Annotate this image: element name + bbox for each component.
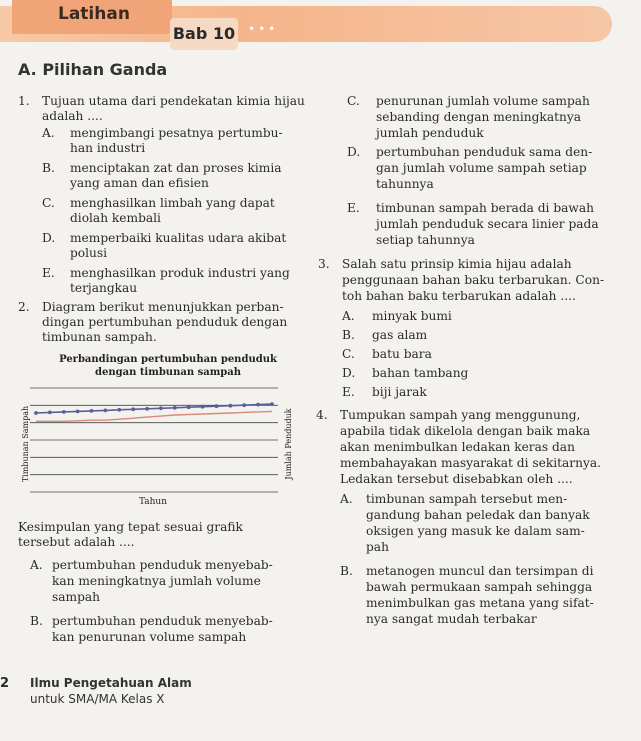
- q3-a-letter: A.: [342, 309, 355, 323]
- q4-b-text4: nya sangat mudah terbakar: [366, 612, 537, 626]
- q2-conclusion-line2: tersebut adalah ....: [18, 535, 135, 549]
- q3-number: 3.: [318, 257, 330, 271]
- population-waste-chart: [20, 352, 310, 508]
- chart-point-penduduk: [187, 405, 191, 409]
- q2-b-text1: pertumbuhan penduduk menyebab-: [52, 614, 273, 628]
- q3-stem-line2: penggunaan bahan baku terbarukan. Con-: [342, 273, 605, 287]
- q1-d-text1: memperbaiki kualitas udara akibat: [70, 231, 287, 245]
- q4-b-text2: bawah permukaan sampah sehingga: [366, 580, 593, 594]
- q3-d-text: bahan tambang: [372, 366, 469, 380]
- chart-point-penduduk: [104, 409, 108, 413]
- q2-a-letter: A.: [30, 558, 43, 572]
- q1-c-letter: C.: [42, 196, 55, 210]
- chapter-label: Bab 10: [170, 18, 238, 50]
- q4-b-text3: menimbulkan gas metana yang sifat-: [366, 596, 594, 610]
- q1-a-text2: han industri: [70, 141, 146, 155]
- chart-point-penduduk: [256, 403, 260, 407]
- q1-stem-line1: Tujuan utama dari pendekatan kimia hijau: [42, 94, 305, 108]
- q2-stem-line2: dingan pertumbuhan penduduk dengan: [42, 315, 288, 329]
- q3-b-text: gas alam: [372, 328, 428, 342]
- q3-c-letter: C.: [342, 347, 355, 361]
- q4-a-text1: timbunan sampah tersebut men-: [366, 492, 568, 506]
- chart-point-penduduk: [90, 409, 94, 413]
- chart-series-line-sampah: [36, 411, 272, 421]
- q4-stem-line5: Ledakan tersebut disebabkan oleh ....: [340, 472, 573, 486]
- q2-c-text3: jumlah penduduk: [376, 126, 484, 140]
- q1-a-letter: A.: [42, 126, 55, 140]
- book-grade: untuk SMA/MA Kelas X: [30, 692, 165, 706]
- chart-point-penduduk: [145, 407, 149, 411]
- page-number: 2: [0, 676, 10, 691]
- q2-e-text1: timbunan sampah berada di bawah: [376, 201, 594, 215]
- chart-point-penduduk: [215, 404, 219, 408]
- q2-c-text2: sebanding dengan meningkatnya: [376, 110, 581, 124]
- q3-e-letter: E.: [342, 385, 355, 399]
- q2-stem-line3: timbunan sampah.: [42, 330, 157, 344]
- q3-e-text: biji jarak: [372, 385, 427, 399]
- q1-b-text1: menciptakan zat dan proses kimia: [70, 161, 282, 175]
- q2-b-letter: B.: [30, 614, 43, 628]
- q3-b-letter: B.: [342, 328, 355, 342]
- q1-b-letter: B.: [42, 161, 55, 175]
- q2-e-letter: E.: [347, 201, 360, 215]
- chart-point-penduduk: [62, 410, 66, 414]
- q1-stem-line2: adalah ....: [42, 109, 103, 123]
- decorative-dots: •••: [248, 22, 279, 36]
- q2-c-text1: penurunan jumlah volume sampah: [376, 94, 590, 108]
- q2-d-text2: gan jumlah volume sampah setiap: [376, 161, 587, 175]
- section-title: A. Pilihan Ganda: [18, 60, 168, 79]
- q2-b-text2: kan penurunan volume sampah: [52, 630, 247, 644]
- chart-point-penduduk: [173, 406, 177, 410]
- q2-conclusion-line1: Kesimpulan yang tepat sesuai grafik: [18, 520, 243, 534]
- q1-a-text1: mengimbangi pesatnya pertumbu-: [70, 126, 283, 140]
- chart-point-penduduk: [34, 411, 38, 415]
- chart-point-penduduk: [117, 408, 121, 412]
- q2-d-text3: tahunnya: [376, 177, 434, 191]
- q1-e-text1: menghasilkan produk industri yang: [70, 266, 290, 280]
- chart-point-penduduk: [229, 404, 233, 408]
- q4-stem-line2: apabila tidak dikelola dengan baik maka: [340, 424, 591, 438]
- q1-c-text1: menghasilkan limbah yang dapat: [70, 196, 275, 210]
- q4-stem-line1: Tumpukan sampah yang menggunung,: [340, 408, 581, 422]
- q1-number: 1.: [18, 94, 30, 108]
- q4-a-text2: gandung bahan peledak dan banyak: [366, 508, 590, 522]
- q2-c-letter: C.: [347, 94, 360, 108]
- chart-point-penduduk: [76, 410, 80, 414]
- q4-number: 4.: [316, 408, 328, 422]
- q3-c-text: batu bara: [372, 347, 432, 361]
- q1-e-letter: E.: [42, 266, 55, 280]
- chart-point-penduduk: [201, 405, 205, 409]
- q2-stem-line1: Diagram berikut menunjukkan perban-: [42, 300, 284, 314]
- tab-latihan: Latihan: [12, 0, 172, 34]
- q4-a-text4: pah: [366, 540, 389, 554]
- q2-a-text1: pertumbuhan penduduk menyebab-: [52, 558, 273, 572]
- q4-stem-line3: akan menimbulkan ledakan keras dan: [340, 440, 575, 454]
- q3-stem-line1: Salah satu prinsip kimia hijau adalah: [342, 257, 572, 271]
- q2-d-letter: D.: [347, 145, 361, 159]
- chart-ylabel-right: Jumlah Penduduk: [284, 408, 293, 480]
- q2-e-text3: setiap tahunnya: [376, 233, 475, 247]
- q3-d-letter: D.: [342, 366, 356, 380]
- chart-title-line1: Perbandingan pertumbuhan penduduk: [59, 354, 277, 365]
- q4-stem-line4: membahayakan masyarakat di sekitarnya.: [340, 456, 601, 470]
- q1-d-text2: polusi: [70, 246, 108, 260]
- q2-number: 2.: [18, 300, 30, 314]
- q2-a-text3: sampah: [52, 590, 100, 604]
- q4-a-text3: oksigen yang masuk ke dalam sam-: [366, 524, 585, 538]
- q4-b-text1: metanogen muncul dan tersimpan di: [366, 564, 594, 578]
- q4-b-letter: B.: [340, 564, 353, 578]
- q1-c-text2: diolah kembali: [70, 211, 161, 225]
- q2-d-text1: pertumbuhan penduduk sama den-: [376, 145, 593, 159]
- q3-stem-line3: toh bahan baku terbarukan adalah ....: [342, 289, 576, 303]
- q2-a-text2: kan meningkatnya jumlah volume: [52, 574, 261, 588]
- q4-a-letter: A.: [340, 492, 353, 506]
- chart-point-penduduk: [159, 406, 163, 410]
- chart-point-penduduk: [270, 402, 274, 406]
- chart-xlabel: Tahun: [138, 497, 168, 507]
- q1-b-text2: yang aman dan efisien: [70, 176, 209, 190]
- q1-d-letter: D.: [42, 231, 56, 245]
- chart-title-line2: dengan timbunan sampah: [94, 367, 242, 378]
- chart-ylabel-left: Timbunan Sampah: [21, 405, 30, 483]
- chart-point-penduduk: [131, 407, 135, 411]
- chart-point-penduduk: [242, 403, 246, 407]
- chart-point-penduduk: [48, 411, 52, 415]
- q1-e-text2: terjangkau: [70, 281, 138, 295]
- q2-e-text2: jumlah penduduk secara linier pada: [376, 217, 599, 231]
- q3-a-text: minyak bumi: [372, 309, 452, 323]
- book-title: Ilmu Pengetahuan Alam: [30, 676, 192, 690]
